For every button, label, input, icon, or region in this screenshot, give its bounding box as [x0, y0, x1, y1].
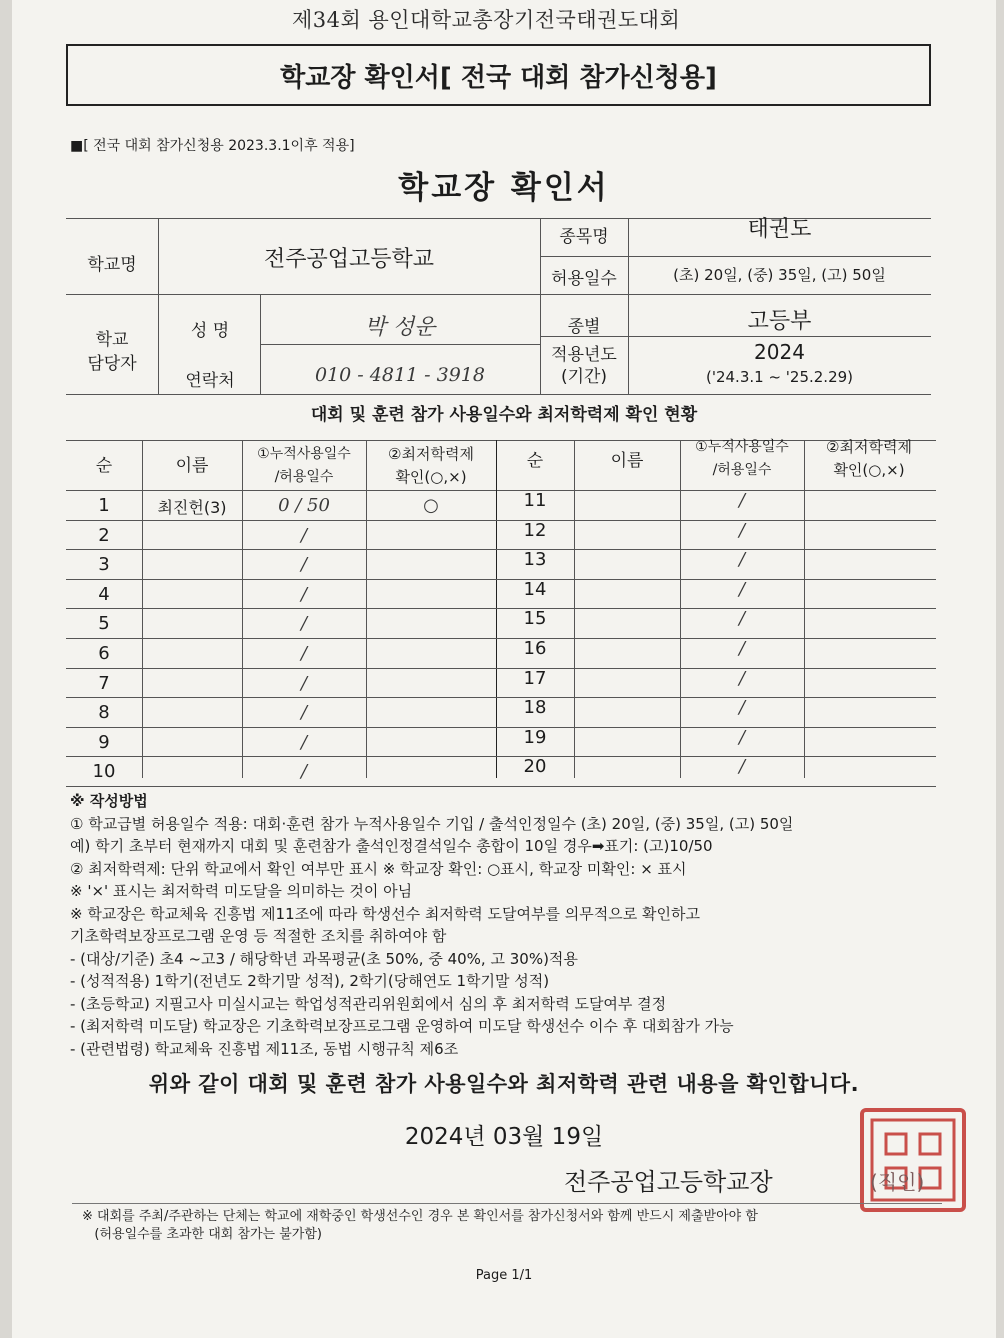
- writing-instructions: [70, 790, 950, 1060]
- days-used: /: [300, 731, 308, 753]
- year-period: ('24.3.1 ~ '25.2.29): [705, 368, 854, 386]
- principal-name: 전주공업고등학교장: [564, 1168, 773, 1196]
- row-number: 13: [523, 549, 547, 571]
- row-number: 1: [98, 495, 110, 516]
- confirmation-statement: 위와 같이 대회 및 훈련 참가 사용일수와 최저학력 관련 내용을 확인합니다.: [148, 1072, 860, 1096]
- days-used: /: [738, 638, 746, 659]
- row-number: 16: [523, 638, 547, 659]
- school-label: 학교명: [87, 255, 137, 275]
- days-used: /: [738, 726, 746, 748]
- note-line: 기초학력보장프로그램 운영 등 적절한 조치를 취하여야 함: [70, 927, 447, 945]
- days-used: /: [738, 519, 746, 541]
- note-line: - (최저학력 미도달) 학교장은 기초학력보장프로그램 운영하여 미도달 학생선수 이수 후 대회참가 가능: [70, 1017, 734, 1035]
- row-number: 7: [98, 672, 110, 694]
- note-line: - (초등학교) 지필고사 미실시교는 학업성적관리위원회에서 심의 후 최저학력 도달여부 결정: [70, 994, 667, 1013]
- row-number: 4: [98, 583, 110, 605]
- name-label: 성 명: [190, 321, 230, 341]
- header-days-left: ①누적사용일수 /허용일수: [257, 446, 351, 485]
- event-title: 제34회 용인대학교총장기전국태권도대회: [292, 8, 681, 32]
- document-title: 학교장 확인서: [398, 170, 610, 206]
- days-used: /: [738, 697, 746, 719]
- days-used: /: [300, 702, 308, 724]
- note-line: ※ 학교장은 학교체육 진흥법 제11조에 따라 학생선수 최저학력 도달여부를 의무적으로 확인하고: [70, 904, 700, 923]
- days-used: /: [738, 578, 746, 600]
- days-used: /: [300, 524, 308, 546]
- note-line: - (성적적용) 1학기(전년도 2학기말 성적), 2학기(당해연도 1학기말 성적): [70, 972, 550, 990]
- note-line: ※ '×' 표시는 최저학력 미도달을 의미하는 것이 아님: [70, 882, 413, 900]
- row-number: 5: [98, 613, 110, 635]
- days-used: 0 / 50: [278, 495, 330, 516]
- academic-check: ○: [423, 495, 439, 516]
- student-name: 최진헌(3): [157, 498, 227, 517]
- row-number: 12: [523, 519, 547, 541]
- days-used: /: [300, 672, 308, 694]
- contact-value: 010 - 4811 - 3918: [315, 364, 485, 386]
- note-line: 예) 학기 초부터 현재까지 대회 및 훈련참가 출석인정결석일수 총합이 10일 경우➡표기: (고)10/50: [70, 837, 713, 855]
- days-used: /: [300, 761, 308, 783]
- note-line: - (관련법령) 학교체육 진흥법 제11조, 동법 시행규칙 제6조: [70, 1039, 459, 1058]
- staff-name: 박 성운: [364, 315, 436, 340]
- footnote-line: ※ 대회를 주최/주관하는 단체는 학교에 재학중인 학생선수인 경우 본 확인서를 참가신청서와 함께 반드시 제출받아야 함: [82, 1209, 758, 1224]
- row-number: 10: [92, 761, 116, 783]
- row-number: 8: [98, 702, 110, 724]
- note-line: ※ 작성방법: [70, 792, 148, 810]
- row-number: 18: [523, 697, 547, 719]
- days-used: /: [738, 756, 746, 778]
- header-academic-right: ②최저학력제 확인(○,×): [826, 438, 912, 479]
- row-divider: [66, 786, 936, 787]
- days-used: /: [738, 608, 746, 630]
- header-name-right: 이름: [610, 451, 644, 471]
- days-used: /: [300, 643, 308, 664]
- note-line: - (대상/기준) 초4 ~고3 / 해당학년 과목평균(초 50%, 중 40%, 고 30%)적용: [70, 949, 578, 968]
- status-subtitle: 대회 및 훈련 참가 사용일수와 최저학력제 확인 현황: [310, 405, 698, 425]
- document-page: [12, 0, 996, 1338]
- row-number: 11: [523, 490, 547, 511]
- event-label: 종목명: [559, 227, 609, 247]
- row-number: 20: [523, 756, 547, 778]
- header-days-right: ①누적사용일수 /허용일수: [695, 439, 789, 478]
- page-number: Page 1/1: [475, 1268, 533, 1283]
- header-academic-left: ②최저학력제 확인(○,×): [388, 445, 474, 486]
- days-used: /: [300, 613, 308, 635]
- division-value: 고등부: [747, 309, 812, 334]
- row-number: 3: [98, 554, 110, 576]
- division-label: 종별: [567, 317, 601, 337]
- days-used: /: [738, 667, 746, 689]
- days-used: /: [300, 583, 308, 605]
- header-name-left: 이름: [175, 456, 209, 476]
- footnote-line: (허용일수를 초과한 대회 참가는 불가함): [82, 1227, 322, 1242]
- days-used: /: [738, 549, 746, 571]
- note-line: ② 최저학력제: 단위 학교에서 확인 여부만 표시 ※ 학교장 확인: ○표시, 학교장 미확인: × 표시: [70, 859, 687, 878]
- header-no-right: 순: [526, 451, 544, 471]
- days-used: /: [300, 554, 308, 576]
- row-number: 19: [523, 726, 547, 748]
- form-title-box: 학교장 확인서[ 전국 대회 참가신청용]: [66, 44, 931, 106]
- year-label: 적용년도 (기간): [551, 345, 617, 387]
- allowed-days-value: (초) 20일, (중) 35일, (고) 50일: [673, 266, 886, 284]
- row-number: 9: [98, 731, 110, 753]
- event-value: 태권도: [747, 217, 812, 242]
- official-seal-stamp: [860, 1108, 966, 1212]
- issue-date: 2024년 03월 19일: [404, 1124, 604, 1150]
- row-number: 6: [98, 643, 110, 664]
- staff-label: 학교 담당자: [87, 330, 137, 374]
- contact-label: 연락처: [185, 371, 235, 391]
- allowed-days-label: 허용일수: [551, 269, 617, 289]
- row-number: 15: [523, 608, 547, 630]
- seal-label: (직인): [870, 1170, 925, 1194]
- days-used: /: [738, 490, 746, 511]
- school-name: 전주공업고등학교: [263, 247, 435, 272]
- applicability-note: ■[ 전국 대회 참가신청용 2023.3.1이후 적용]: [70, 138, 355, 154]
- row-number: 2: [98, 524, 110, 546]
- row-number: 17: [523, 667, 547, 689]
- header-no-left: 순: [95, 456, 113, 476]
- note-line: ① 학교급별 허용일수 적용: 대회·훈련 참가 누적사용일수 기입 / 출석인정일수 (초) 20일, (중) 35일, (고) 50일: [70, 814, 794, 833]
- footnote: [82, 1208, 962, 1244]
- year-value: 2024: [754, 340, 805, 364]
- row-number: 14: [523, 578, 547, 600]
